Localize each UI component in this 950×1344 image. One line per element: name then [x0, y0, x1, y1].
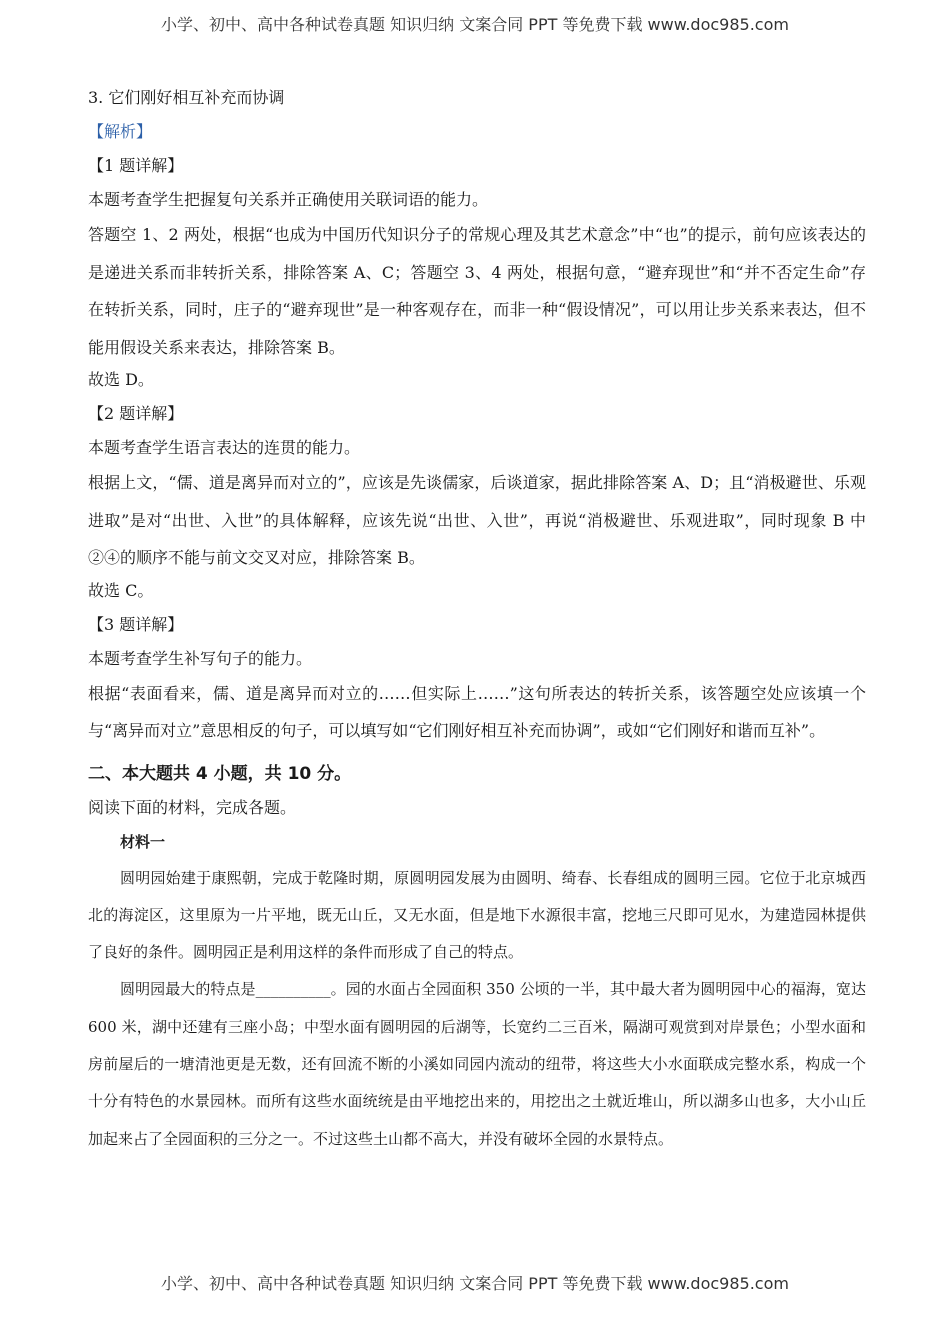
section-heading: 二、本大题共 4 小题，共 10 分。 [88, 763, 352, 784]
q1-intro: 本题考查学生把握复句关系并正确使用关联词语的能力。 [88, 190, 489, 209]
section-instruction: 阅读下面的材料，完成各题。 [88, 797, 297, 817]
page-header: 小学、初中、高中各种试卷真题 知识归纳 文案合同 PPT 等免费下载 www.doc985.com [161, 15, 789, 34]
q1-choice: 故选 D。 [88, 370, 154, 389]
q3-intro: 本题考查学生补写句子的能力。 [88, 648, 313, 668]
q2-choice: 故选 C。 [88, 580, 154, 600]
q2-title: 【2 题详解】 [88, 404, 184, 423]
material-paragraph-1: 圆明园始建于康熙朝，完成于乾隆时期，原圆明园发展为由圆明、绮春、长春组成的圆明三园。它位于北京城西北的海淀区，这里原为一片平地，既无山丘，又无水面，但是地下水源很丰富，挖地三尺即可见水，为建造园林提供了良好的条件。圆明园正是利用这样的条件而形成了自己的特点。 [88, 868, 866, 962]
q2-intro: 本题考查学生语言表达的连贯的能力。 [88, 438, 361, 457]
document-body [88, 86, 866, 1158]
q2-body: 根据上文，“儒、道是离异而对立的”，应该是先谈儒家，后谈道家，据此排除答案 A、D；且“消极避世、乐观进取”是对“出世、入世”的具体解释，应该先说“出世、入世”，再说“消极避世、乐观进取”，同时现象 B 中②④的顺序不能与前文交叉对应，排除答案 B。 [88, 473, 866, 567]
material-paragraph-2: 圆明园最大的特点是__________。园的水面占全园面积 350 公顷的一半，其中最大者为圆明园中心的福海，宽达 600 米，湖中还建有三座小岛；中型水面有圆明园的后湖等，长宽约二三百米，隔湖可观赏到对岸景色；小型水面和房前屋后的一塘清池更是无数，还有回流不断的小溪如同园内流动的纽带，将这些大小水面联成完整水系，构成一个十分有特色的水景园林。而所有这些水面统统是由平地挖出来的，用挖出之土就近堆山，所以湖多山也多，大小山丘加起来占了全园面积的三分之一。不过这些土山都不高大，并没有破坏全园的水景特点。 [88, 980, 866, 1148]
q3-title: 【3 题详解】 [88, 614, 184, 634]
q1-body: 答题空 1、2 两处，根据“也成为中国历代知识分子的常规心理及其艺术意念”中“也”的提示，前句应该表达的是递进关系而非转折关系，排除答案 A、C；答题空 3、4 两处，根据句意，“避弃现世”和“并不否定生命”存在转折关系，同时，庄子的“避弃现世”是一种客观存在，而非一种“假设情况”，可以用让步关系来表达，但不能用假设关系来表达，排除答案 B。 [88, 225, 866, 357]
q1-title: 【1 题详解】 [88, 156, 184, 175]
page-footer: 小学、初中、高中各种试卷真题 知识归纳 文案合同 PPT 等免费下载 www.doc985.com [161, 1274, 789, 1293]
answer-3: 3. 它们刚好相互补充而协调 [88, 88, 285, 107]
material-title: 材料一 [120, 832, 166, 851]
analysis-tag: 【解析】 [88, 122, 153, 141]
q3-body: 根据“表面看来，儒、道是离异而对立的……但实际上……”这句所表达的转折关系，该答题空处应该填一个与“离异而对立”意思相反的句子，可以填写如“它们刚好相互补充而协调”，或如“它们刚好和谐而互补”。 [88, 683, 866, 740]
